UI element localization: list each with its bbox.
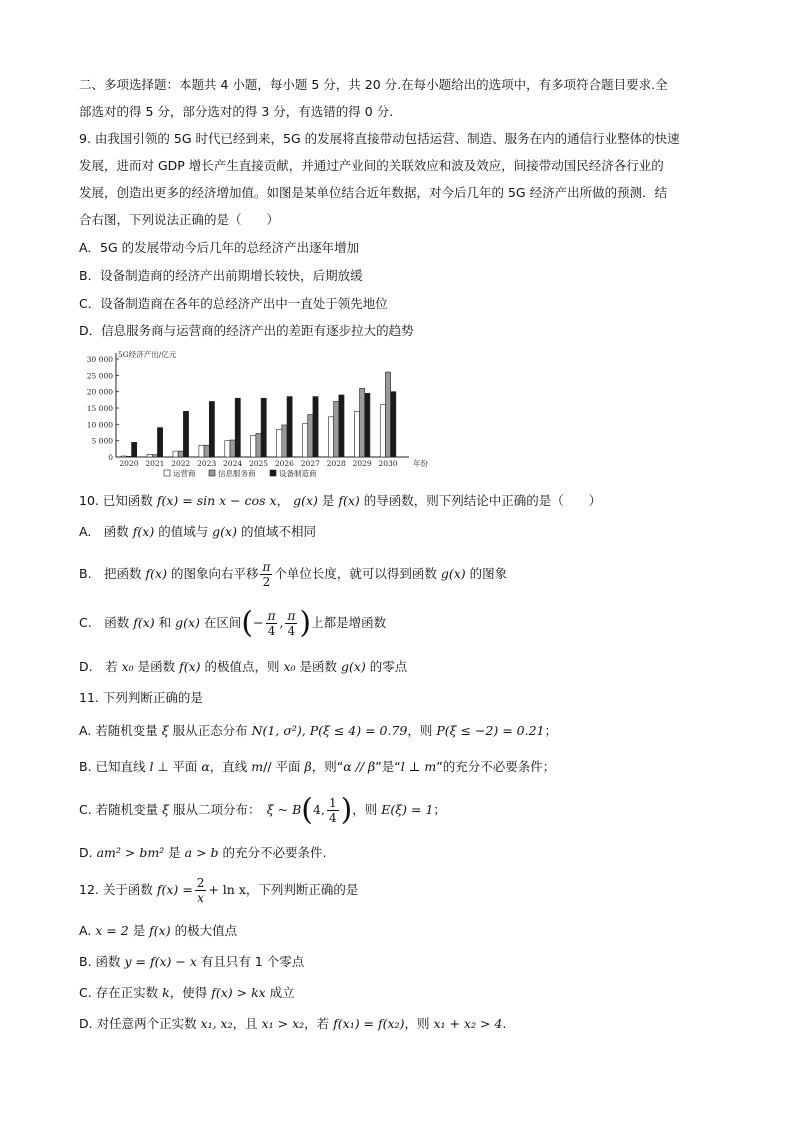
q10-c-g: g(x) [175, 615, 200, 630]
q10-f-definition: f(x) = sin x − cos x [156, 493, 277, 508]
fraction-denominator: 4 [328, 811, 337, 825]
bar-2028-设备制造商 [339, 395, 344, 457]
bar-2027-信息服务商 [308, 415, 313, 457]
q11-b-text5: ”的充分不必要条件； [436, 759, 556, 774]
q10-d-text2: 是函数 [133, 659, 180, 674]
q12-b-text: B. 函数 [79, 954, 125, 969]
q11-c-then: ，则 [352, 802, 382, 817]
q12-option-c [79, 984, 295, 1002]
q12-d-text3: ，若 [304, 1016, 334, 1031]
q10-d-text5: 的零点 [365, 659, 408, 674]
bar-2020-信息服务商 [126, 456, 131, 457]
q11-b-l: l [149, 759, 154, 774]
q12-d-vars: x₁, x₂ [200, 1016, 233, 1031]
fraction-numerator: π [262, 560, 271, 574]
q10-b-text2: 的图象向右平移 [166, 566, 259, 581]
q11-b-beta: β [304, 759, 312, 774]
fraction-numerator: 1 [328, 796, 337, 810]
x-axis-label: 年份 [413, 459, 428, 468]
bar-2026-信息服务商 [282, 425, 287, 457]
q10-a-text: A. 函数 [79, 524, 133, 539]
q11-option-b [79, 758, 555, 776]
q11-a-text: A. 若随机变量 [79, 723, 162, 738]
bar-2027-运营商 [303, 424, 308, 457]
q11-b-text: B. 已知直线 [79, 759, 150, 774]
q12-a-is: 是 [128, 923, 150, 938]
bar-2029-设备制造商 [365, 393, 370, 457]
bar-2024-运营商 [225, 441, 230, 457]
q12-d-text4: ，则 [404, 1016, 434, 1031]
q11-c-text2: 服从二项分布： [169, 802, 267, 817]
q11-option-d [79, 844, 326, 862]
legend-swatch [164, 470, 170, 476]
y-axis-label: 5G经济产出/亿元 [118, 350, 177, 359]
q11-b-perp: ⊥ 平面 [153, 759, 202, 774]
right-paren: ) [299, 605, 312, 641]
q12-f: f(x) = [156, 882, 193, 897]
q12-d-text2: ，且 [232, 1016, 262, 1031]
x-tick-label: 2025 [248, 459, 269, 468]
bar-2024-信息服务商 [230, 440, 235, 457]
x-tick-label: 2027 [300, 459, 320, 468]
q11-b-m: m [251, 759, 264, 774]
q11-c-binomial: ξ ~ B [266, 802, 302, 817]
left-paren: ( [241, 605, 254, 641]
q10-b-text3: 个单位长度，就可以得到函数 [274, 566, 441, 581]
bar-2029-信息服务商 [360, 388, 365, 457]
q10-d-f: f(x) [179, 659, 201, 674]
bar-2025-信息服务商 [256, 433, 261, 457]
legend-label: 设备制造商 [279, 469, 317, 478]
x-tick-label: 2026 [274, 459, 294, 468]
pi-over-4-fraction [285, 609, 297, 638]
q12-d-eq: f(x₁) = f(x₂) [333, 1016, 405, 1031]
q10-is: 是 [317, 493, 339, 508]
q10-b-f: f(x) [145, 566, 167, 581]
y-tick-label: 25 000 [86, 371, 113, 381]
q12-option-a [79, 922, 237, 940]
x-tick-label: 2021 [145, 459, 165, 468]
q10-f: f(x) [338, 493, 360, 508]
q12-c-text2: ，使得 [169, 985, 212, 1000]
q11-option-a [79, 722, 557, 740]
bar-2022-信息服务商 [178, 451, 183, 457]
bar-2030-运营商 [380, 405, 385, 457]
q11-d-prefix: D. [79, 845, 97, 860]
q12-option-b [79, 953, 304, 971]
q11-b-alpha: α [201, 759, 210, 774]
q12-a-prefix: A. [79, 923, 96, 938]
q11-d-text: 的充分不必要条件. [218, 845, 327, 860]
q9-option-a: A．5G 的发展带动今后几年的总经济产出逐年增加 [79, 240, 360, 255]
q10-d-text4: 是函数 [295, 659, 341, 674]
q10-option-d [79, 658, 407, 676]
q12-d-sum: x₁ + x₂ > 4 [433, 1016, 503, 1031]
q11-c-n: 4, [313, 802, 325, 817]
q10-d-x0b: x₀ [283, 659, 296, 674]
x-tick-label: 2029 [352, 459, 372, 468]
bar-2026-运营商 [277, 429, 282, 457]
q10-stem-tail: 的导函数，则下列结论中正确的是（ ） [359, 493, 602, 508]
pi-over-4-fraction [266, 609, 278, 638]
q12-option-d [79, 1015, 506, 1033]
q10-b-text4: 的图象 [465, 566, 508, 581]
q9-stem-line1: 9. 由我国引领的 5G 时代已经到来，5G 的发展将直接带动包括运营、制造、服务在内的通信行业整体的快速 [79, 131, 680, 146]
q10-a-f: f(x) [132, 524, 155, 539]
x-tick-label: 2028 [326, 459, 346, 468]
y-tick-label: 15 000 [86, 404, 113, 413]
q12-c-text3: 成立 [265, 985, 295, 1000]
q12-c-text: C. 存在正实数 [79, 985, 163, 1000]
q9-option-c: C．设备制造商在各年的总经济产出中一直处于领先地位 [79, 296, 388, 311]
bar-2030-信息服务商 [385, 372, 390, 457]
q11-b-cond1: α // β [343, 759, 376, 774]
q11-a-text2: 服从正态分布 [168, 723, 252, 738]
comma: , [279, 615, 284, 630]
fraction-denominator: x [197, 891, 204, 905]
q12-stem-tail: ，下列判断正确的是 [245, 882, 359, 897]
q11-c-expectation: E(ξ) = 1 [381, 802, 434, 817]
legend-label: 运营商 [173, 469, 196, 478]
x-tick-label: 2020 [119, 459, 139, 468]
q10-c-and: 和 [154, 615, 176, 630]
legend-label: 信息服务商 [218, 469, 256, 478]
q10-c-f: f(x) [133, 615, 155, 630]
q10-d-text: D. 若 [79, 659, 122, 674]
q12-ln: + ln x [208, 882, 246, 897]
bar-2026-设备制造商 [287, 397, 292, 457]
legend-swatch [209, 470, 215, 476]
q9-stem-line4: 合右图，下列说法正确的是（ ） [79, 212, 280, 227]
q11-c-text: C. 若随机变量 [79, 802, 163, 817]
bar-2025-设备制造商 [261, 398, 266, 457]
q11-d-cond2: a > b [184, 845, 219, 860]
q12-c-ineq: f(x) > kx [211, 985, 266, 1000]
q11-c-semicolon: ； [433, 802, 446, 817]
q12-stem [79, 872, 358, 908]
bar-2025-运营商 [251, 435, 256, 457]
y-tick-label: 20 000 [86, 387, 113, 397]
q9-stem-line2: 发展，进而对 GDP 增长产生直接贡献，并通过产业间的关联效应和波及效应，间接带动国民经济各行业的 [79, 158, 664, 173]
bar-2021-设备制造商 [157, 428, 162, 457]
q11-d-is: 是 [164, 845, 185, 860]
q11-a-then: ，则 [407, 723, 437, 738]
q11-a-normal: N(1, σ²), P(ξ ≤ 4) = 0.79 [251, 723, 408, 738]
q10-c-text2: 在区间 [199, 615, 242, 630]
y-tick-label: 5 000 [91, 436, 113, 446]
q12-stem-text: 12. 关于函数 [79, 882, 157, 897]
q12-b-text2: 有且只有 1 个零点 [196, 954, 305, 969]
q9-stem-line3: 发展，创造出更多的经济增加值。如图是某单位结合近年数据，对今后几年的 5G 经济产出所做的预测．结 [79, 185, 668, 200]
bar-2030-设备制造商 [391, 392, 396, 457]
x-tick-label: 2022 [171, 459, 191, 468]
bar-2022-运营商 [173, 451, 178, 457]
bar-2022-设备制造商 [183, 411, 188, 457]
x-tick-label: 2024 [223, 459, 243, 468]
bar-2020-运营商 [121, 456, 126, 457]
q10-b-text: B. 把函数 [79, 566, 146, 581]
fraction-numerator: π [287, 609, 296, 623]
left-paren: ( [301, 792, 313, 828]
q11-d-cond: am² > bm² [96, 845, 165, 860]
bar-2028-信息服务商 [334, 401, 339, 457]
y-tick-label: 30 000 [86, 355, 113, 364]
q10-d-g: g(x) [341, 659, 366, 674]
q11-a-xi: ξ [161, 723, 169, 738]
bar-chart [79, 345, 428, 478]
q10-c-text3: 上都是增函数 [311, 615, 387, 630]
q10-a-text2: 的值域与 [154, 524, 213, 539]
y-tick-label: 10 000 [86, 420, 113, 430]
q12-d-text: D. 对任意两个正实数 [79, 1016, 201, 1031]
fraction-denominator: 4 [287, 624, 296, 638]
x-tick-label: 2030 [378, 459, 398, 468]
q12-a-text: 的极大值点 [170, 923, 238, 938]
y-tick-label: 0 [108, 453, 113, 462]
q10-stem-text: 10. 已知函数 [79, 493, 153, 508]
q10-option-c [79, 605, 386, 641]
q12-d-order: x₁ > x₂ [261, 1016, 305, 1031]
q11-b-text4: ”是“ [375, 759, 401, 774]
q11-b-text3: ，则“ [311, 759, 344, 774]
q10-comma: ， [276, 493, 290, 508]
one-quarter-fraction [327, 796, 339, 825]
right-paren: ) [340, 792, 353, 828]
minus-sign: − [253, 615, 264, 630]
q12-a-f: f(x) [149, 923, 171, 938]
bar-2021-信息服务商 [152, 455, 157, 457]
section-header-cont: 部选对的得 5 分，部分选对的得 3 分，有选错的得 0 分. [79, 104, 394, 119]
q10-d-x0: x₀ [121, 659, 134, 674]
q11-option-c [79, 792, 446, 828]
fraction-numerator: 2 [196, 876, 205, 890]
q9-option-d: D．信息服务商与运营商的经济产出的差距有逐步拉大的趋势 [79, 323, 414, 338]
bar-2023-设备制造商 [209, 401, 214, 457]
fraction-numerator: π [267, 609, 276, 623]
bar-2027-设备制造商 [313, 397, 318, 457]
q12-b-func: y = f(x) − x [124, 954, 197, 969]
two-over-x-fraction [195, 876, 207, 905]
q10-option-b [79, 556, 507, 592]
q9-option-b: B．设备制造商的经济产出前期增长较快，后期放缓 [79, 268, 363, 283]
bar-2029-运营商 [354, 411, 359, 457]
q10-g: g(x) [293, 493, 318, 508]
q12-d-period: . [502, 1016, 507, 1031]
q11-c-xi: ξ [162, 802, 170, 817]
q11-b-text2: ，直线 [209, 759, 252, 774]
q10-a-text3: 的值域不相同 [236, 524, 316, 539]
bar-2021-运营商 [147, 454, 152, 457]
pi-over-2-fraction [260, 560, 272, 589]
q10-a-g: g(x) [212, 524, 237, 539]
q10-c-text: C. 函数 [79, 615, 134, 630]
q11-a-semicolon: ； [544, 723, 558, 738]
bar-2028-运营商 [328, 417, 333, 457]
bar-2020-设备制造商 [132, 442, 137, 457]
q10-option-a [79, 523, 316, 541]
bar-2024-设备制造商 [235, 398, 240, 457]
q12-c-k: k [162, 985, 170, 1000]
legend-swatch [270, 470, 276, 476]
q11-b-parallel: // 平面 [263, 759, 305, 774]
q10-stem [79, 492, 601, 510]
section-header: 二、多项选择题：本题共 4 小题，每小题 5 分，共 20 分.在每小题给出的选项中，有多项符合题目要求.全 [79, 77, 668, 92]
x-tick-label: 2023 [197, 459, 217, 468]
bar-2023-运营商 [199, 445, 204, 457]
q10-d-text3: 的极值点，则 [200, 659, 284, 674]
bar-2023-信息服务商 [204, 445, 209, 457]
fraction-denominator: 4 [267, 624, 276, 638]
q11-stem: 11. 下列判断正确的是 [79, 690, 203, 705]
q10-b-g: g(x) [440, 566, 466, 581]
q11-a-prob: P(ξ ≤ −2) = 0.21 [436, 723, 545, 738]
q11-b-cond2: l ⊥ m [400, 759, 437, 774]
q12-a-x: x = 2 [95, 923, 129, 938]
fraction-denominator: 2 [262, 575, 271, 589]
